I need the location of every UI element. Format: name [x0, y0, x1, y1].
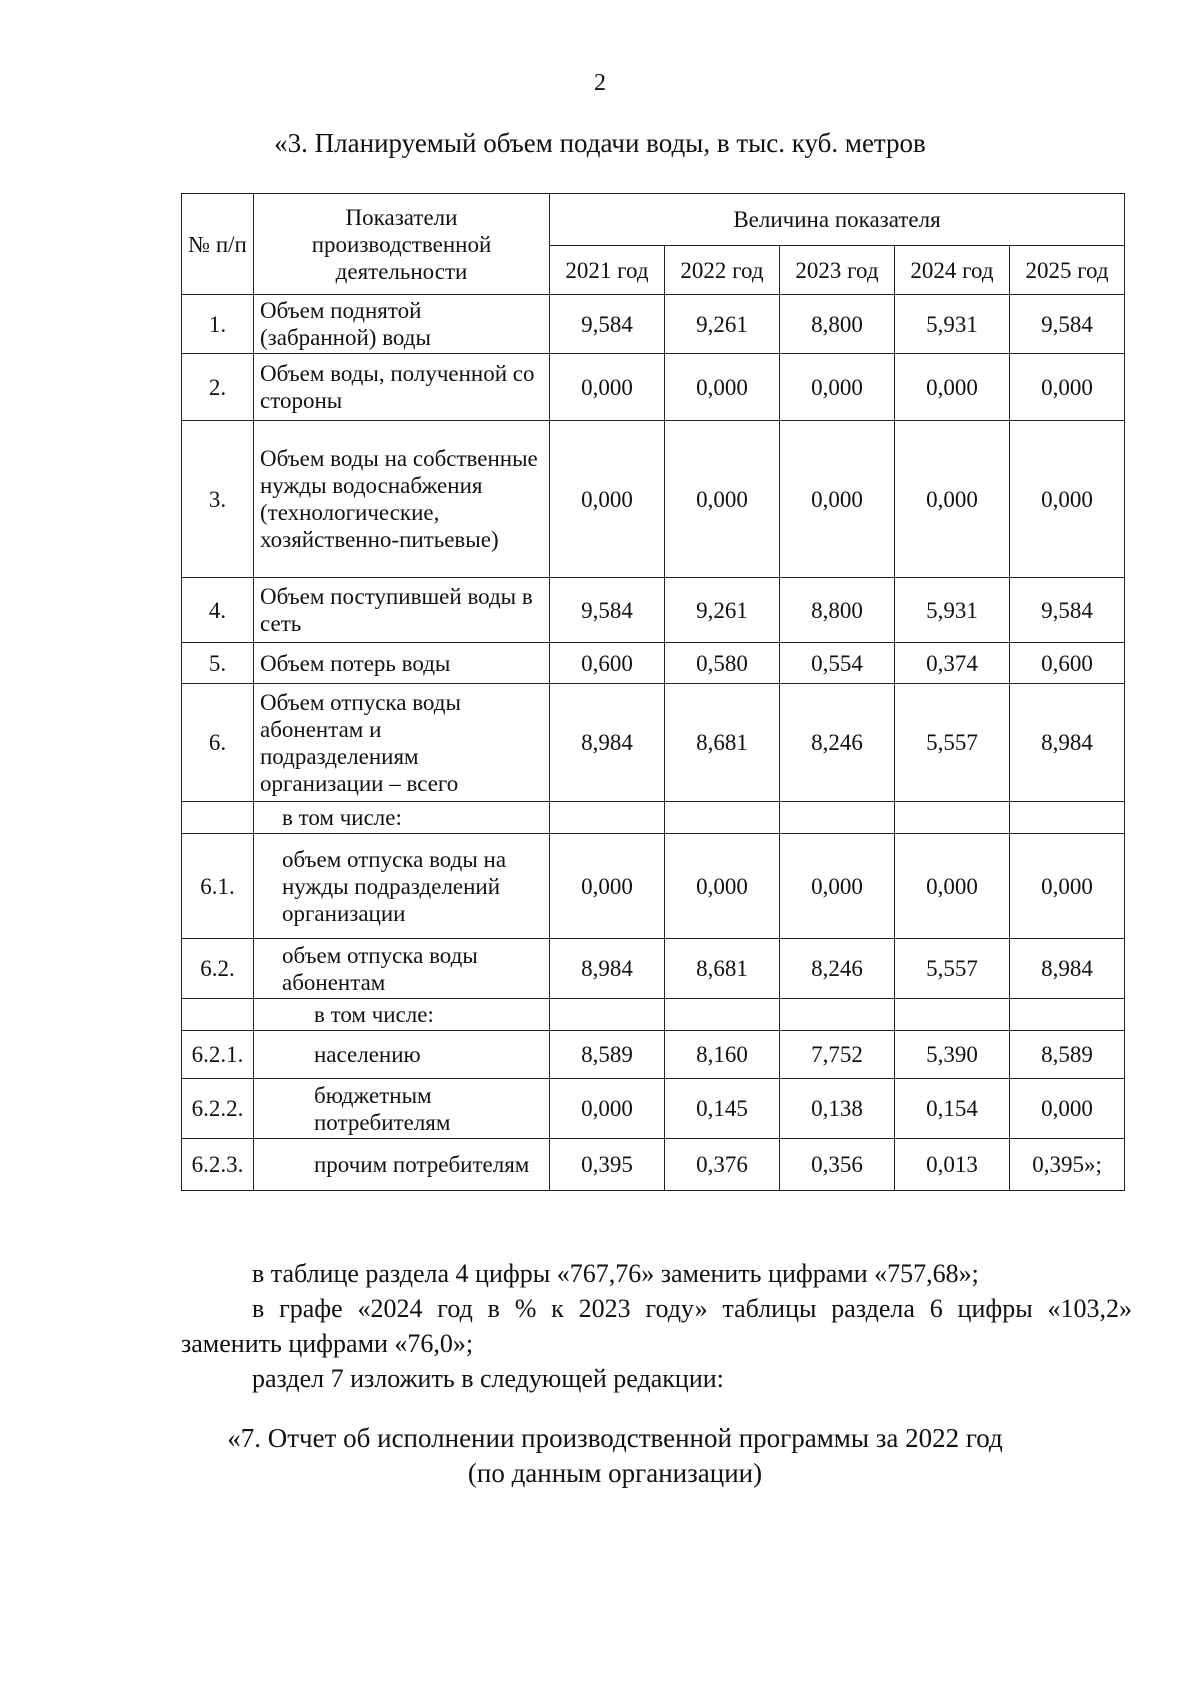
row-indicator: прочим потребителям — [254, 1139, 550, 1191]
row-value: 0,000 — [665, 421, 780, 578]
row-value: 8,681 — [665, 684, 780, 802]
row-value — [1010, 802, 1125, 834]
row-number: 6.2.3. — [182, 1139, 254, 1191]
row-indicator: Объем воды на собственные нужды водоснабжения (технологические, хозяйственно-питьевые) — [254, 421, 550, 578]
row-value: 0,374 — [895, 643, 1010, 684]
row-value: 0,000 — [780, 834, 895, 939]
row-value: 7,752 — [780, 1031, 895, 1079]
table-row — [182, 1139, 1125, 1191]
row-value: 9,584 — [550, 578, 665, 643]
row-value: 8,589 — [1010, 1031, 1125, 1079]
row-number: 6.2.2. — [182, 1079, 254, 1139]
row-indicator: в том числе: — [254, 802, 550, 834]
row-number — [182, 999, 254, 1031]
row-value: 0,000 — [1010, 421, 1125, 578]
row-value — [780, 999, 895, 1031]
paragraph-3: заменить цифрами «76,0»; — [181, 1329, 474, 1358]
row-value: 0,000 — [550, 1079, 665, 1139]
row-value: 5,390 — [895, 1031, 1010, 1079]
section-title: «3. Планируемый объем подачи воды, в тыс. куб. метров — [274, 128, 926, 158]
row-number: 4. — [182, 578, 254, 643]
table-row — [182, 684, 1125, 802]
row-indicator: бюджетным потребителям — [254, 1079, 550, 1139]
row-number — [182, 802, 254, 834]
header-year: 2021 год — [550, 246, 665, 295]
row-value — [665, 999, 780, 1031]
supply-table — [181, 193, 1125, 1191]
row-number: 6.2. — [182, 939, 254, 999]
row-value: 0,000 — [895, 834, 1010, 939]
row-value: 0,000 — [895, 354, 1010, 421]
row-value: 0,000 — [665, 834, 780, 939]
row-value: 0,013 — [895, 1139, 1010, 1191]
row-value — [550, 802, 665, 834]
row-number: 1. — [182, 295, 254, 354]
row-value: 0,000 — [665, 354, 780, 421]
paragraph-4: раздел 7 изложить в следующей редакции: — [252, 1364, 724, 1393]
paragraph-1: в таблице раздела 4 цифры «767,76» заменить цифрами «757,68»; — [252, 1259, 979, 1288]
row-value — [1010, 999, 1125, 1031]
section7-title: «7. Отчет об исполнении производственной программы за 2022 год — [227, 1423, 1003, 1453]
row-indicator: Объем отпуска воды абонентам и подразделениям организации – всего — [254, 684, 550, 802]
row-value: 8,984 — [550, 939, 665, 999]
row-value: 0,000 — [780, 421, 895, 578]
row-value: 0,395 — [550, 1139, 665, 1191]
row-value: 5,931 — [895, 295, 1010, 354]
row-value: 0,356 — [780, 1139, 895, 1191]
row-indicator: населению — [254, 1031, 550, 1079]
row-value: 0,000 — [550, 354, 665, 421]
header-name: Показатели производственной деятельности — [254, 194, 550, 295]
row-number: 6.1. — [182, 834, 254, 939]
row-number: 2. — [182, 354, 254, 421]
table-row — [182, 354, 1125, 421]
table-row — [182, 939, 1125, 999]
row-indicator: Объем потерь воды — [254, 643, 550, 684]
header-year: 2025 год — [1010, 246, 1125, 295]
row-value: 0,000 — [1010, 354, 1125, 421]
row-value: 0,000 — [550, 834, 665, 939]
header-year: 2022 год — [665, 246, 780, 295]
row-value: 8,800 — [780, 578, 895, 643]
row-value: 9,261 — [665, 295, 780, 354]
row-value: 8,681 — [665, 939, 780, 999]
row-value: 5,557 — [895, 939, 1010, 999]
row-value — [550, 999, 665, 1031]
header-year: 2023 год — [780, 246, 895, 295]
row-number: 6. — [182, 684, 254, 802]
row-value: 8,984 — [1010, 939, 1125, 999]
row-indicator: объем отпуска воды абонентам — [254, 939, 550, 999]
row-value — [895, 802, 1010, 834]
row-indicator: объем отпуска воды на нужды подразделений организации — [254, 834, 550, 939]
row-value: 8,984 — [1010, 684, 1125, 802]
row-value: 0,000 — [895, 421, 1010, 578]
paragraph-2: в графе «2024 год в % к 2023 году» таблицы раздела 6 цифры «103,2» — [252, 1294, 1132, 1323]
table-row — [182, 999, 1125, 1031]
row-value: 0,138 — [780, 1079, 895, 1139]
row-number: 6.2.1. — [182, 1031, 254, 1079]
row-value: 9,584 — [1010, 578, 1125, 643]
page-number: 2 — [594, 70, 606, 96]
row-value: 0,000 — [1010, 834, 1125, 939]
row-value — [895, 999, 1010, 1031]
row-value: 8,160 — [665, 1031, 780, 1079]
row-value: 9,261 — [665, 578, 780, 643]
row-value: 9,584 — [1010, 295, 1125, 354]
row-value: 0,000 — [1010, 1079, 1125, 1139]
row-value: 0,000 — [780, 354, 895, 421]
row-indicator: Объем поступившей воды в сеть — [254, 578, 550, 643]
row-number: 3. — [182, 421, 254, 578]
row-value: 8,246 — [780, 939, 895, 999]
row-number: 5. — [182, 643, 254, 684]
table-row — [182, 295, 1125, 354]
row-value: 0,554 — [780, 643, 895, 684]
row-value: 9,584 — [550, 295, 665, 354]
section7-subtitle: (по данным организации) — [467, 1458, 763, 1488]
table-row — [182, 1031, 1125, 1079]
table-row — [182, 578, 1125, 643]
row-value: 0,580 — [665, 643, 780, 684]
header-group: Величина показателя — [550, 194, 1125, 246]
row-value: 5,931 — [895, 578, 1010, 643]
row-value — [665, 802, 780, 834]
row-indicator: Объем поднятой (забранной) воды — [254, 295, 550, 354]
row-indicator: в том числе: — [254, 999, 550, 1031]
row-indicator: Объем воды, полученной со стороны — [254, 354, 550, 421]
row-value: 5,557 — [895, 684, 1010, 802]
row-value: 8,589 — [550, 1031, 665, 1079]
row-value: 0,600 — [1010, 643, 1125, 684]
table-row — [182, 802, 1125, 834]
row-value: 0,600 — [550, 643, 665, 684]
row-value: 0,000 — [550, 421, 665, 578]
table-row — [182, 421, 1125, 578]
header-num: № п/п — [182, 194, 254, 295]
table-row — [182, 834, 1125, 939]
row-value: 8,800 — [780, 295, 895, 354]
row-value: 0,145 — [665, 1079, 780, 1139]
header-year: 2024 год — [895, 246, 1010, 295]
row-value — [780, 802, 895, 834]
row-value: 8,984 — [550, 684, 665, 802]
row-value: 0,154 — [895, 1079, 1010, 1139]
table-row — [182, 1079, 1125, 1139]
row-value: 0,395»; — [1010, 1139, 1125, 1191]
row-value: 8,246 — [780, 684, 895, 802]
row-value: 0,376 — [665, 1139, 780, 1191]
table-row — [182, 643, 1125, 684]
